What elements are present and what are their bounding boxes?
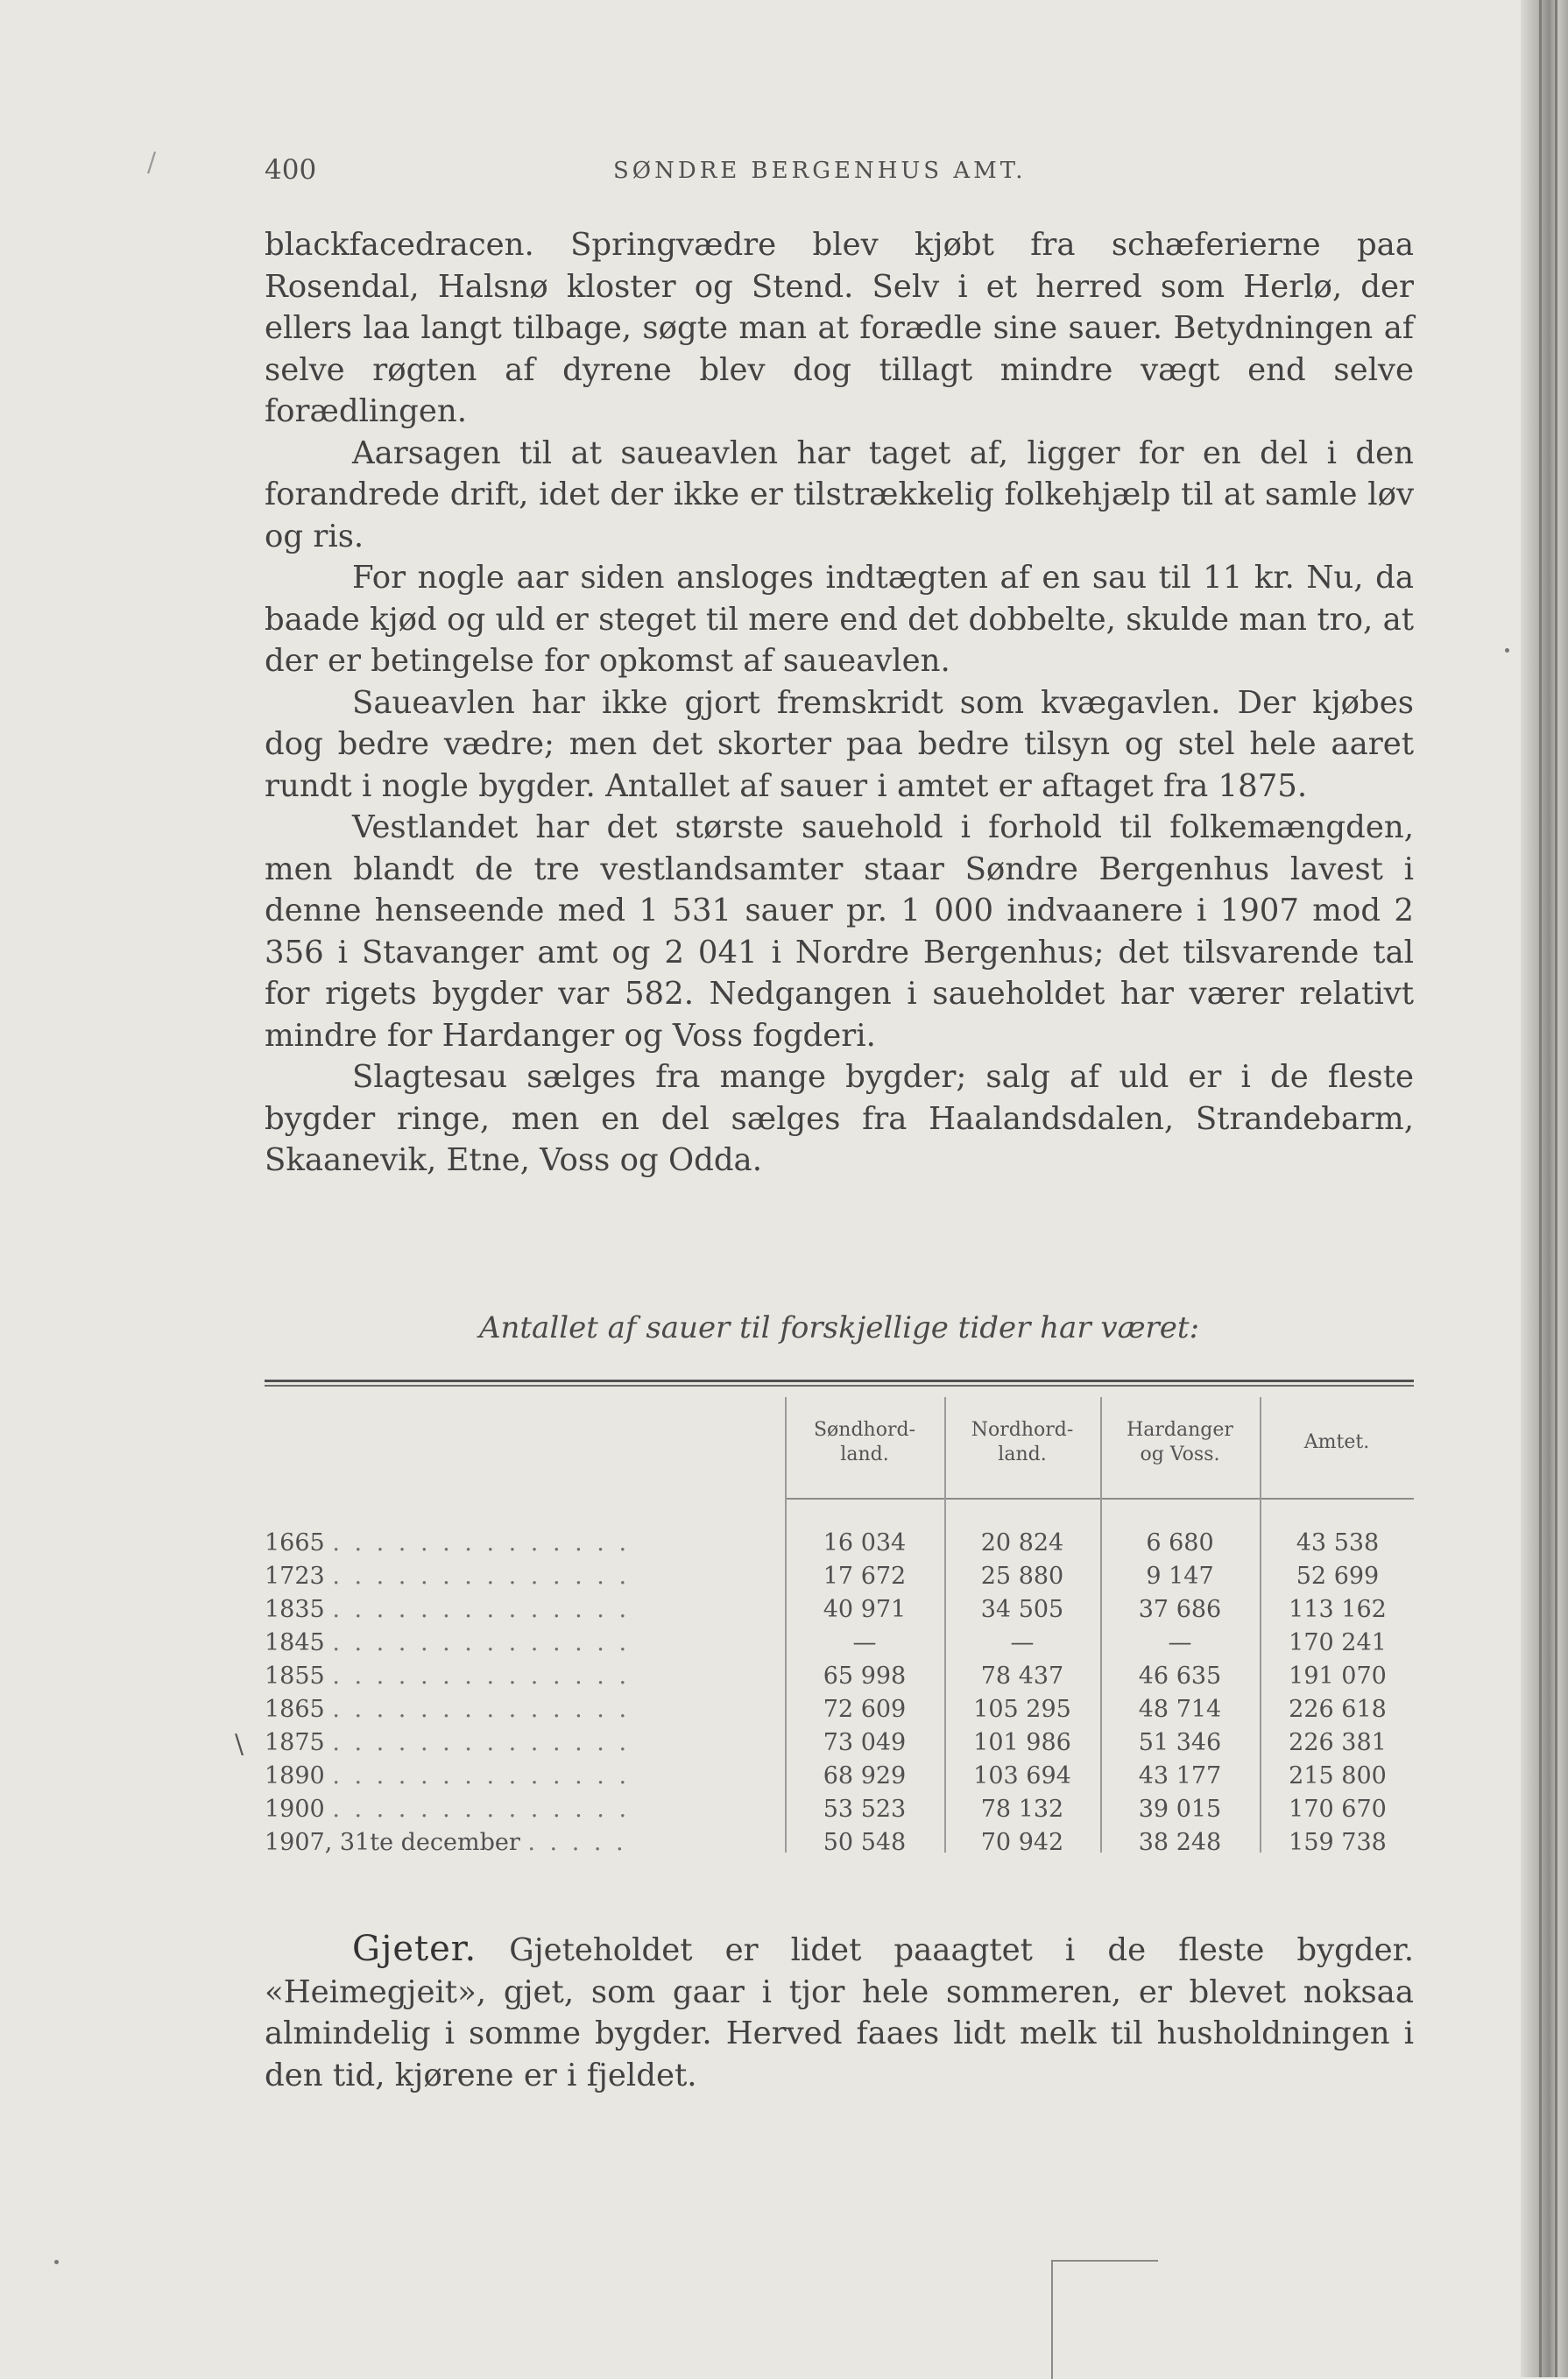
table-cell: 78 132	[980, 1796, 1064, 1823]
table-cell: 170 670	[1289, 1796, 1387, 1823]
column-header-nordhordland	[944, 1418, 1100, 1467]
table-cell: 39 015	[1138, 1796, 1222, 1823]
row-label	[265, 1793, 630, 1826]
paper-speck	[1505, 648, 1509, 653]
header-line: Hardanger	[1127, 1419, 1233, 1441]
table-top-rule	[265, 1385, 1414, 1387]
table-cell: 50 548	[823, 1829, 907, 1856]
section-heading: Gjeter.	[352, 1929, 477, 1969]
row-year: 1835	[265, 1596, 325, 1623]
table-cell: —	[1010, 1629, 1035, 1656]
section-text: Gjeteholdet er lidet paaagtet i de fleste bygder. «Heimegjeit», gjet, som gaar i tjor hele sommeren, er blevet noksaa almindelig i somme bygder. Herved faaes lidt melk til husholdningen i den tid, kjørene er i fjeldet.	[265, 1932, 1414, 2093]
table-top-rule	[265, 1380, 1414, 1382]
header-line: og Voss.	[1140, 1444, 1220, 1465]
row-year: 1875	[265, 1729, 325, 1756]
table-cell: 9 147	[1146, 1563, 1214, 1590]
table-cell: 68 929	[823, 1762, 907, 1790]
row-margin-mark: \	[235, 1729, 244, 1760]
table-cell: 226 381	[1289, 1729, 1387, 1756]
table-cell: 70 942	[980, 1829, 1064, 1856]
paragraph: Saueavlen har ikke gjort fremskridt som kvægavlen. Der kjøbes dog bedre vædre; men det skorter paa bedre tilsyn og stel hele aaret rundt i nogle bygder. Antallet af sauer i amtet er aftaget fra 1875.	[265, 684, 1414, 804]
table-cell: 34 505	[980, 1596, 1064, 1623]
row-year: 1865	[265, 1696, 325, 1723]
paragraph: For nogle aar siden ansloges indtægten af en sau til 11 kr. Nu, da baade kjød og uld er steget til mere end det dobbelte, skulde man tro, at der er betingelse for opkomst af saueavlen.	[265, 560, 1414, 679]
table-cell: 159 738	[1289, 1829, 1387, 1856]
table-cell: 16 034	[823, 1529, 907, 1557]
column-header-sondhordland	[785, 1418, 944, 1467]
table-cell: 37 686	[1138, 1596, 1222, 1623]
row-leader-dots: . . . . . . . . . . . . . .	[332, 1696, 631, 1723]
row-label	[265, 1660, 630, 1693]
row-leader-dots: . . . . . . . . . . . . . .	[332, 1563, 631, 1590]
row-leader-dots: . . . . . . . . . . . . . .	[332, 1596, 631, 1623]
table-cell: 72 609	[823, 1696, 907, 1723]
row-leader-dots: . . . . . . . . . . . . . .	[332, 1729, 631, 1756]
row-label	[265, 1527, 630, 1560]
section-paragraph	[265, 1929, 1414, 2096]
header-line: Nordhord-	[971, 1419, 1074, 1441]
table-cell: 73 049	[823, 1729, 907, 1756]
margin-tick: /	[147, 147, 157, 178]
table-cell: 65 998	[823, 1662, 907, 1690]
table-cell: 170 241	[1289, 1629, 1387, 1656]
row-label	[265, 1627, 630, 1660]
running-title: SØNDRE BERGENHUS AMT.	[613, 158, 1027, 184]
page-number: 400	[265, 154, 317, 186]
row-year: 1845	[265, 1629, 325, 1656]
row-leader-dots: . . . . . . . . . . . . . .	[332, 1796, 631, 1823]
row-year: 1723	[265, 1563, 325, 1590]
table-cell: 226 618	[1289, 1696, 1387, 1723]
table-cell: 78 437	[980, 1662, 1064, 1690]
row-leader-dots: . . . . . . . . . . . . . .	[332, 1529, 631, 1557]
table-cell: 53 523	[823, 1796, 907, 1823]
paper-corner-crease	[1051, 2260, 1158, 2379]
sheep-count-table	[265, 1380, 1414, 1870]
table-cell: 48 714	[1138, 1696, 1222, 1723]
table-cell: 17 672	[823, 1563, 907, 1590]
row-label	[265, 1560, 630, 1593]
table-cell: —	[1168, 1629, 1192, 1656]
table-caption: Antallet af sauer til forskjellige tider har været:	[478, 1310, 1200, 1345]
row-year: 1665	[265, 1529, 325, 1557]
row-year: 1890	[265, 1762, 325, 1790]
table-cell: 215 800	[1289, 1762, 1387, 1790]
table-cell: —	[852, 1629, 877, 1656]
table-cell: 105 295	[973, 1696, 1071, 1723]
spine-line	[1539, 0, 1542, 2377]
row-year: 1907, 31te december	[265, 1829, 520, 1856]
table-cell: 20 824	[980, 1529, 1064, 1557]
table-cell: 52 699	[1296, 1563, 1380, 1590]
header-line: Amtet.	[1303, 1431, 1370, 1453]
body-text	[265, 224, 1414, 1182]
table-cell: 51 346	[1138, 1729, 1222, 1756]
row-label	[265, 1726, 630, 1760]
column-header-hardanger-voss	[1100, 1418, 1260, 1467]
header-line: Søndhord-	[813, 1419, 915, 1441]
row-year: 1900	[265, 1796, 325, 1823]
table-header-rule	[785, 1498, 1414, 1500]
header-line: land.	[840, 1444, 889, 1465]
paragraph: Aarsagen til at saueavlen har taget af, ligger for en del i den forandrede drift, idet der ikke er tilstrækkelig folkehjælp til at samle løv og ris.	[265, 434, 1414, 554]
spine-line	[1555, 0, 1557, 2377]
table-cell: 38 248	[1138, 1829, 1222, 1856]
row-leader-dots: . . . . . . . . . . . . . .	[332, 1662, 631, 1690]
row-label	[265, 1826, 627, 1860]
row-leader-dots: . . . . .	[527, 1829, 627, 1856]
row-leader-dots: . . . . . . . . . . . . . .	[332, 1629, 631, 1656]
table-cell: 46 635	[1138, 1662, 1222, 1690]
column-separator	[1260, 1397, 1261, 1853]
row-label	[265, 1760, 630, 1793]
page-header	[0, 154, 1568, 198]
header-line: land.	[998, 1444, 1047, 1465]
table-cell: 25 880	[980, 1563, 1064, 1590]
table-cell: 103 694	[973, 1762, 1071, 1790]
table-cell: 113 162	[1289, 1596, 1387, 1623]
paragraph: Slagtesau sælges fra mange bygder; salg af uld er i de fleste bygder ringe, men en del sælges fra Haalandsdalen, Strandebarm, Skaanevik, Etne, Voss og Odda.	[265, 1059, 1414, 1178]
paragraph: Vestlandet har det største sauehold i forhold til folkemængden, men blandt de tre vestlandsamter staar Søndre Bergenhus lavest i denne henseende med 1 531 sauer pr. 1 000 indvaanere i 1907 mod 2 356 i Stavanger amt og 2 041 i Nordre Bergenhus; det tilsvarende tal for rigets bygder var 582. Nedgangen i saueholdet har værer relativt mindre for Hardanger og Voss fogderi.	[265, 809, 1414, 1054]
row-leader-dots: . . . . . . . . . . . . . .	[332, 1762, 631, 1790]
table-cell: 43 177	[1138, 1762, 1222, 1790]
column-header-amtet	[1260, 1430, 1414, 1455]
row-year: 1855	[265, 1662, 325, 1690]
table-cell: 43 538	[1296, 1529, 1380, 1557]
row-label	[265, 1593, 630, 1627]
table-cell: 40 971	[823, 1596, 907, 1623]
table-cell: 191 070	[1289, 1662, 1387, 1690]
paper-speck	[54, 2260, 59, 2264]
section-gjeter	[265, 1929, 1414, 2096]
table-cell: 6 680	[1146, 1529, 1214, 1557]
table-cell: 101 986	[973, 1729, 1071, 1756]
row-label	[265, 1693, 630, 1726]
paragraph: blackfacedracen. Springvædre blev kjøbt fra schæferierne paa Rosendal, Halsnø kloster og Stend. Selv i et herred som Herlø, der ellers laa langt tilbage, søgte man at forædle sine sauer. Betydningen af selve røgten af dyrene blev dog tillagt mindre vægt end selve forædlingen.	[265, 227, 1414, 429]
book-spine-shadow	[1521, 0, 1568, 2377]
